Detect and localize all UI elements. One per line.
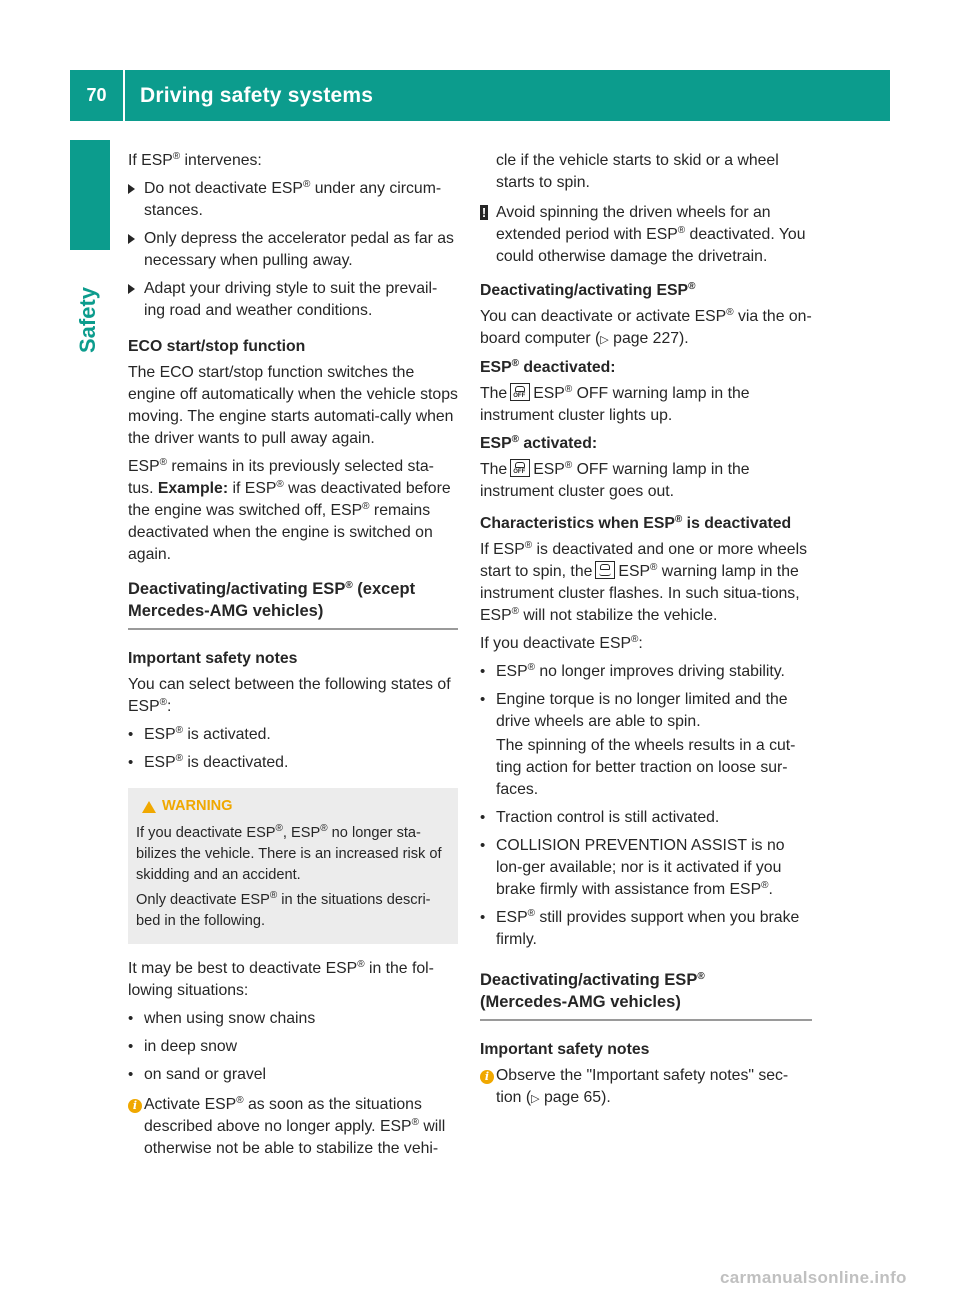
- eco-paragraph-1: The ECO start/stop function switches the engine off automatically when the vehicle stops moving. The engine starts automati-cally when the driver wants to pull away again.: [128, 364, 458, 447]
- safety-notes-heading: Important safety notes: [128, 650, 298, 667]
- arrow-step-icon: [128, 234, 135, 244]
- select-paragraph: You can select between the following states of ESP®:: [128, 676, 451, 715]
- side-section-label: Safety: [75, 286, 100, 354]
- warning-title: WARNING: [136, 796, 450, 817]
- section-heading-esp: Deactivating/activating ESP® (except Mercedes-AMG vehicles): [128, 578, 458, 630]
- alert-icon: !: [481, 205, 487, 220]
- warning-box: [128, 788, 458, 944]
- side-tab: [70, 140, 110, 250]
- activated-paragraph: The OFF ESP® OFF warning lamp in the instrument cluster goes out.: [480, 460, 750, 500]
- section-heading-amg: Deactivating/activating ESP® (Mercedes-AMG vehicles): [480, 969, 812, 1021]
- list-item: • in deep snow: [128, 1038, 238, 1055]
- list-item-detail: The spinning of the wheels results in a cut-ting action for better traction on loose sur-faces.: [496, 737, 796, 798]
- activated-heading: ESP® activated:: [480, 434, 598, 452]
- page-number: 70: [70, 70, 125, 121]
- page-title: Driving safety systems: [140, 83, 374, 107]
- info-note: i Activate ESP® as soon as the situations described above no longer apply. ESP® will otherwise not be able to stabilize the vehi-: [128, 1094, 458, 1160]
- deactivated-heading: ESP® deactivated:: [480, 358, 616, 376]
- step-item: Do not deactivate ESP® under any circum-stances.: [128, 178, 458, 222]
- list-item: • ESP® is deactivated.: [128, 753, 289, 771]
- warning-paragraph-1: If you deactivate ESP®, ESP® no longer sta-bilizes the vehicle. There is an increased risk of skidding and an accident.: [136, 823, 442, 883]
- list-item: • Traction control is still activated.: [480, 809, 720, 826]
- page-ref-link[interactable]: page 65: [543, 1089, 602, 1106]
- list-item: • ESP® is activated.: [128, 725, 271, 743]
- list-item: • when using snow chains: [128, 1010, 316, 1027]
- arrow-step-icon: [128, 284, 135, 294]
- watermark: carmanualsonline.info: [720, 1268, 907, 1287]
- esp-lamp-icon: [595, 561, 615, 579]
- amg-safety-notes-heading: Important safety notes: [480, 1041, 650, 1058]
- esp-off-lamp-icon: OFF: [510, 459, 530, 477]
- list-item: • COLLISION PREVENTION ASSIST is no lon-ger available; nor is it activated if you brake firmly with assistance from ESP®.: [480, 837, 785, 898]
- left-column: [128, 150, 458, 1166]
- alert-note: ! Avoid spinning the driven wheels for an extended period with ESP® deactivated. You could otherwise damage the drivetrain.: [481, 204, 806, 265]
- step-item: Adapt your driving style to suit the prevail-ing road and weather conditions.: [128, 278, 458, 322]
- info-icon: i: [480, 1070, 494, 1084]
- deactivated-paragraph: The OFF ESP® OFF warning lamp in the instrument cluster lights up.: [480, 384, 750, 424]
- warning-triangle-icon: [142, 801, 156, 813]
- esp-off-lamp-icon: OFF: [510, 383, 530, 401]
- warning-paragraph-2: Only deactivate ESP® in the situations descri-bed in the following.: [136, 890, 431, 929]
- right-column: [480, 150, 812, 1116]
- list-item: • on sand or gravel: [128, 1066, 267, 1083]
- best-paragraph: It may be best to deactivate ESP® in the fol-lowing situations:: [128, 959, 434, 999]
- deactivating-heading: Deactivating/activating ESP®: [480, 281, 696, 299]
- list-item: • Engine torque is no longer limited and the drive wheels are able to spin. The spinning of the wheels results in a cut-ting action for better traction on loose sur-faces.: [480, 689, 812, 801]
- deactivating-paragraph: You can deactivate or activate ESP® via the on-board computer (▷ page 227).: [480, 307, 812, 347]
- list-item: • ESP® no longer improves driving stability.: [480, 662, 785, 680]
- continued-text: cle if the vehicle starts to skid or a wheel starts to spin.: [496, 152, 779, 191]
- characteristics-heading: Characteristics when ESP® is deactivated: [480, 514, 792, 532]
- eco-paragraph-2: ESP® remains in its previously selected sta-tus. Example: if ESP® was deactivated before the engine was switched off, ESP® remains deactivated when the engine is switched on again.: [128, 457, 451, 563]
- list-item: • ESP® still provides support when you brake firmly.: [480, 908, 800, 948]
- info-note: i Observe the "Important safety notes" sec-tion (▷ page 65).: [480, 1065, 812, 1110]
- page-ref-link[interactable]: page 227: [613, 330, 680, 347]
- eco-heading: ECO start/stop function: [128, 338, 306, 355]
- characteristics-paragraph: If ESP® is deactivated and one or more wheels start to spin, the ESP® warning lamp in the instrument cluster flashes. In such situa-tions, ESP® will not stabilize the vehicle.: [480, 540, 808, 624]
- intro-paragraph: If ESP® intervenes:: [128, 151, 262, 169]
- if-deactivate-paragraph: If you deactivate ESP®:: [480, 634, 643, 652]
- step-item: Only depress the accelerator pedal as far as necessary when pulling away.: [128, 228, 458, 272]
- info-icon: i: [128, 1099, 142, 1113]
- arrow-step-icon: [128, 184, 135, 194]
